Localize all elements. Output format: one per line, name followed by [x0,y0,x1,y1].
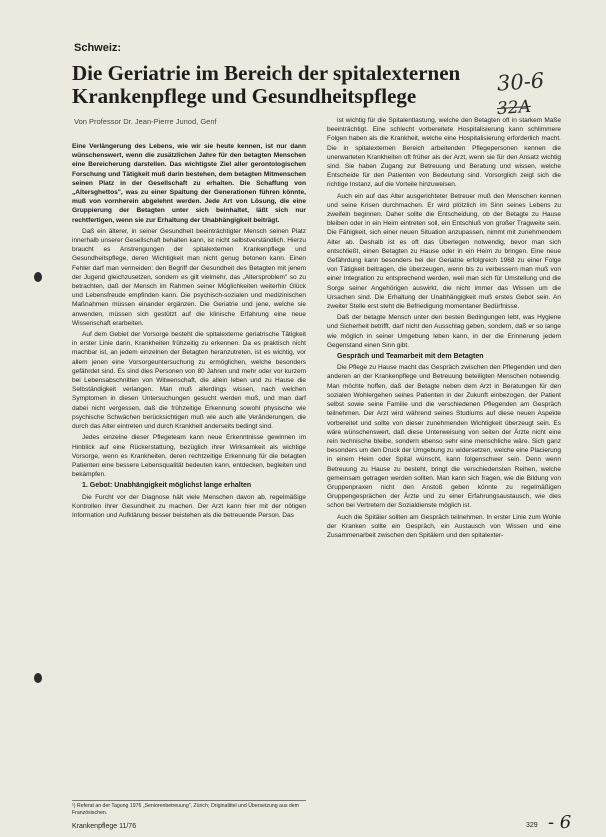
paragraph: Auf dem Gebiet der Vorsorge besteht die spitalexterne geriatrische Tätigkeit in erster Linie darin, Krankheiten frühzeitig zu erkennen. Da es praktisch nicht machbar ist, an jedem einzelnen der Betagten heranzutreten, ist es wichtig, vor allem jenen eine Vorsorgeuntersuchung zu ermöglichen, welche besonders gefährdet sind. Es sind dies Personen von 80 Jahren und mehr oder vor kurzem bei Lebensabschnitten von Witwenschaft, die allein leben und zu Hause die Selbständigkeit verlangen. Man muß allerdings wissen, nach welchen Symptomen in diesen Untersuchungen gesucht werden muß, und man darf dabei nicht vergessen, daß die frühzeitige Erkennung sowohl physische wie psychische Schwächen berücksichtigen muß wie auch alle Veränderungen, die durch das Alter eintreten und durch Krankheit anderseits bedingt sind. [72,331,306,431]
title-line-2: Krankenpflege und Gesundheitspflege [72,84,417,108]
punch-hole [34,272,42,282]
paragraph: Daß ein älterer, in seiner Gesundheit beeinträchtigter Mensch seinen Platz innerhalb unserer Gesellschaft behalten kann, ist nicht selbstverständlich. Hierzu braucht es Anstrengungen der spitalexternen Krankenpflege und Gesundheitspflege, deren Wichtigkeit man nicht genug betonen kann. Einen Fehler darf man vermeiden: den Begriff der Gesundheit des Betagten mit jenem der Jugend gleichzusetzen, sondern es gilt vielmehr, das „Altersproblem" so zu betrachten, daß der Mensch im Rahmen seiner Möglichkeiten weiterhin Glück und Lebensfreude empfinden kann. Die psychisch-sozialen und medizinischen Maßnahmen müssen einander ergänzen. Die Geriatrie und jene, welche sie anwenden, müssen sich gestützt auf die klinische Erfahrung eine neue Wissenschaft erarbeiten. [72,227,306,327]
section-heading: Gespräch und Teamarbeit mit dem Betagten [337,353,484,361]
kicker: Schweiz: [74,42,122,54]
section-heading: 1. Gebot: Unabhängigkeit möglichst lange erhalten [82,482,252,490]
left-column [72,142,306,798]
handwritten-page-note: - 6 [548,812,572,833]
handwritten-note: 30-6 [496,68,545,96]
page-number: 329 [526,822,538,829]
paragraph: Daß der betagte Mensch unter den besten Bedingungen lebt, was Hygiene und Sicherheit betrifft, darf nicht den Ausschlag geben, sondern, daß er so lange wie möglich in seiner Umgebung leben kann, in der die Erinnerung jedem Gegenstand einen Sinn gibt. [327,314,561,349]
footnote: ¹) Referat an der Tagung 1976 „Seniorenbetreuung", Zürich; Originaltitel und Übersetzung aus dem Französischen. [72,800,306,817]
paragraph: Die Pflege zu Hause macht das Gespräch zwischen den Pflegenden und den anderen an der Krankenpflege und Betreuung beteiligten Menschen notwendig. Man möchte hoffen, daß der Betagte neben dem Arzt in Beratungen für den sozialen Wohlergehen seines Patienten in der Zukunft einbezogen, der Patient selbst sowie seine Familie und die verschiedenen Pflegenden am Gespräch teilnehmen. Der Arzt wird während seines Studiums auf diese neuen Aspekte vorbereitet und sollte von dieser zunehmenden Wichtigkeit überzeugt sein. Es wäre wünschenswert, daß diese Unterweisung von seiten der Ärzte nicht eine rein technische bleibe, sondern ebenso sehr eine menschliche wäre. Sich ganz besonders um den Druck der Umgebung zu widersetzen, welche eine Placierung in einem Heim oder Spital wünscht, kann folgenschwer sein. Denn wenn Betreuung zu Hause zu besteht, bringt die verschiedensten Reihen, welche gemeinsam getragen werden sollten. Man kann sich fragen, wie die Bildung von Gruppenpraxen nicht den Anstoß geben könnte zu regelmäßigen Gruppengesprächen der Ärzte und zu einer Erfahrungsaustausch, wie dies schon bei Vertretern der Sozialdienste möglich ist. [327,364,561,510]
right-column [327,116,561,796]
lead-paragraph: Eine Verlängerung des Lebens, wie wir sie heute kennen, ist nur dann wünschenswert, wenn die zusätzlichen Jahre für den betagten Menschen eine Bereicherung darstellen. Das wichtigste Ziel aller gerontologischen Forschung und Tätigkeit muß darin bestehen, dem betagten Mitmenschen seinen Platz in der Gesellschaft zu erhalten. Die Schaffung von „Altersghettos", was zu einer Spaltung der Generationen führen könnte, muß von vornherein abgelehnt werden. Jede Art von Lösung, die eine Gruppierung der Betagten unter sich beinhaltet, läßt sich nur rechtfertigen, wenn sie zur Erhaltung der Unabhängigkeit beiträgt. [72,143,306,224]
paragraph: Jedes einzelne dieser Pflegeteam kann neue Erkenntnisse gewinnen im Hinblick auf eine Rückerstattung, bezüglich ihrer Wirksamkeit als wichtige Vorsorge, wenn es Krankheiten, deren rechtzeitige Erkennung für die betagten Patienten eine bessere Lebensqualität bedeuten kann, entdecken, begleiten und bekämpfen. [72,434,306,479]
title-line-1: Die Geriatrie im Bereich der spitalexternen [72,61,461,85]
author-byline: Von Professor Dr. Jean-Pierre Junod, Genf [74,117,217,126]
journal-footer: Krankenpflege 11/76 [72,823,137,830]
paragraph: Die Furcht vor der Diagnose hält viele Menschen davon ab, regelmäßige Kontrollen ihrer Gesundheit zu machen. Der Arzt kann hier mit der nötigen Information und Aufklärung besser beistehen als die betreuende Person. Das [72,493,306,519]
article-title [72,62,492,108]
handwritten-note-crossed: 32A [496,96,532,120]
paragraph: Auch ein auf das Alter ausgerichteter Betreuer muß den Menschen kennen und seine Krisen durchmachen. Er wird plötzlich im Sinn seines Lebens zu zweifeln beginnen. Daher sollte die Entscheidung, ob der Betagte zu Hause bleiben oder in ein Heim eintreten soll, ein Entschluß von großer Tragweite sein. Die Fähigkeit, sich einer neuen Situation anzupassen, nimmt mit zunehmendem Alter ab. Deshalb ist es oft das Überlegen notwendig, bevor man sich entschließt, einen Betagten zu Hause oder in ein Heim zu bringen. Eine neue Gefährdung kann besonders bei der Geriatrie erfolgreich 1968 zu einer Folge von Tätigkeit beitragen, die überzeugen, wenn bis zu verbessern man muß von einer Integration zu entsprechend werden, weil man sich für Umstellung und die Sorge seiner Angehörigen auswirkt, die nicht immer das Wissen um die Ursachen sind. Die Erhaltung der Unabhängigkeit muß erstes Gebot sein. An zweiter Stelle erst steht die Befriedigung momentaner Bedürfnisse. [327,192,561,311]
paragraph: ist wichtig für die Spitalentlastung, welche den Betagten oft in starkem Maße beeinträchtigt. Eine schlecht vorbereitete Hospitalisierung kann schlimmere Folgen haben als die Krankheit, welche eine Hospitalisierung erforderlich macht. Die in spitalexternen Bereich arbeitenden Pflegepersonen kennen die unerwarteten Krankheiten oft früher als der Arzt, wenn sie für den Ansatz wichtig sind. Sie haben Zugang zur Betreuung und Beratung und wissen, welche Entscheide für den Patienten von Bedeutung sind. Vorsorglich zeigt sich die richtige Instanz, auf die Vorteile hinzuweisen. [327,117,561,189]
paragraph: Auch die Spitäler sollten am Gespräch teilnehmen. In erster Linie zum Wohle der Kranken sollte ein Gespräch, ein Austausch von Wissen und eine Zusammenarbeit zwischen den Spitälern und den spitalexter- [327,513,561,539]
punch-hole [34,673,42,683]
